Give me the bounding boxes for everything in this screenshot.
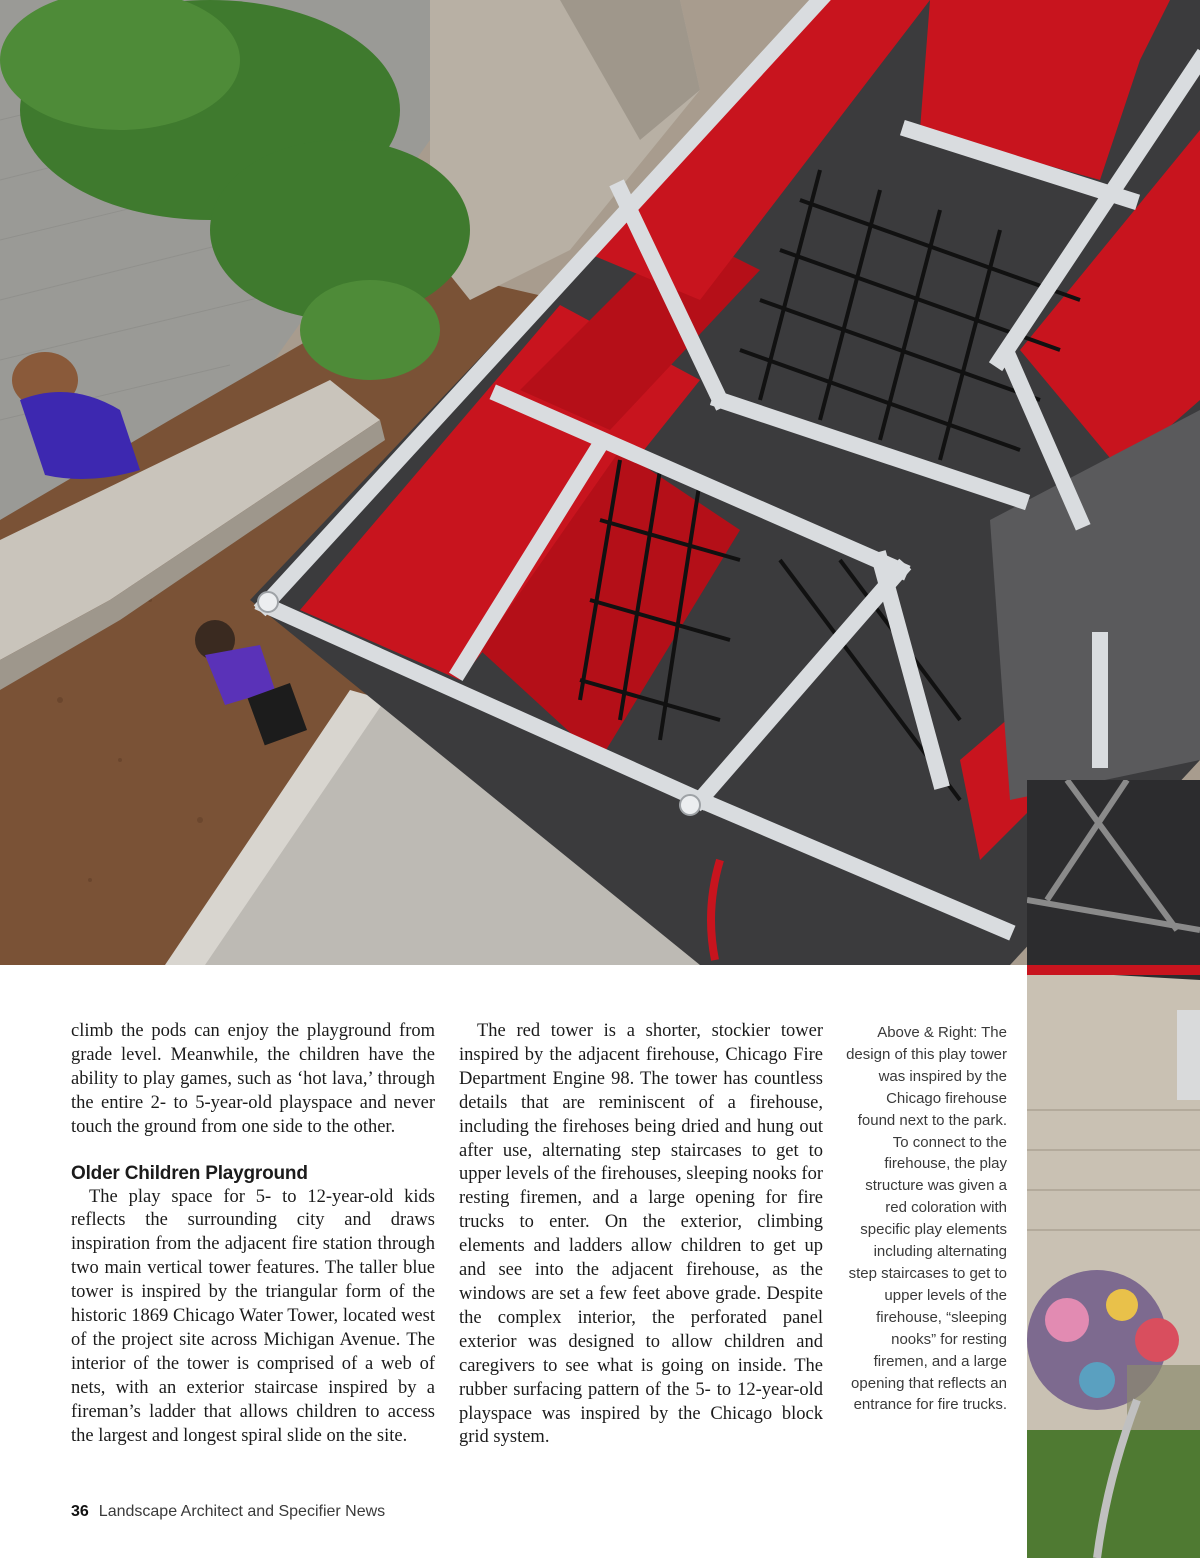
body-paragraph: climb the pods can enjoy the playground from grade level. Meanwhile, the children have the ability to play games, such as ‘hot lava,’ through the entire 2- to 5-year-old playspace and never touch the ground from one side to the other. — [71, 1021, 435, 1137]
page-footer — [71, 1503, 385, 1521]
firehouse-side-photo — [1027, 780, 1200, 1558]
body-paragraph: The red tower is a shorter, stockier tower inspired by the adjacent firehouse, Chicago Fire Department Engine 98. The tower has countless details that are reminiscent of a firehouse, including the firehoses being dried and hung out after use, alternating step staircases to get to upper levels of the firehouses, sleeping nooks for resting firemen, and a large opening for fire trucks to enter. On the exterior, climbing elements and ladders allow children to get up and see into the adjacent firehouse, as the windows are set a few feet above grade. Despite the complex interior, the perforated panel exterior was designed to allow children and caregivers to see what is going on inside. The rubber surfacing pattern of the 5- to 12-year-old playspace was inspired by the Chicago block grid system. — [459, 1021, 823, 1448]
body-paragraph: The play space for 5- to 12-year-old kids reflects the surrounding city and draws inspiration from the adjacent fire station through two main vertical tower features. The taller blue tower is inspired by the triangular form of the historic 1869 Chicago Water Tower, located west of the project site across Michigan Avenue. The interior of the tower is comprised of a web of nets, with an exterior staircase inspired by a fireman’s ladder that allows children to access the largest and longest spiral slide on the site. — [71, 1186, 435, 1446]
text-column-left — [71, 1020, 435, 1449]
section-heading: Older Children Playground — [71, 1162, 308, 1184]
canopy-roof — [1027, 780, 1200, 980]
red-beam — [1027, 965, 1200, 975]
shrubs — [1027, 1430, 1200, 1558]
page-number: 36 — [71, 1503, 89, 1520]
photo-caption: Above & Right: The design of this play tower was inspired by the Chicago firehouse found next to the park. To connect to the firehouse, the play structure was given a red coloration with specific play elements including alternating step staircases to get to upper levels of the firehouse, “sleeping nooks” for resting firemen, and a large opening that reflects an entrance for fire trucks. — [846, 1024, 1007, 1414]
text-column-middle — [459, 1020, 823, 1450]
publication-name: Landscape Architect and Specifier News — [98, 1503, 386, 1520]
photo-illustration — [1027, 780, 1200, 1558]
